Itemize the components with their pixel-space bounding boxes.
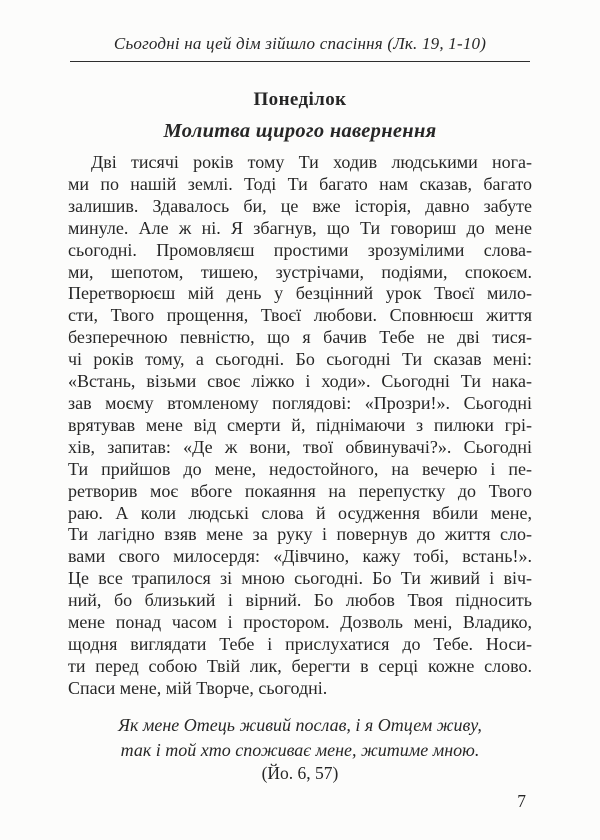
header-rule-divider <box>70 61 530 62</box>
body-text-line: щодня виглядати Тебе і прислухатися до Тебе. Носи- <box>68 633 532 654</box>
body-text-line: ти перед собою Твій лик, берегти в серці кожне слово. <box>68 655 532 676</box>
scripture-quote-line-2: так і той хто споживає мене, житиме мною. <box>120 739 480 760</box>
body-text-line: сьогодні. Промовляєш простими зрозумілими слова- <box>68 239 532 260</box>
body-text-line: ний, бо близький і вірний. Бо любов Твоя підносить <box>68 590 532 611</box>
scripture-citation: (Йо. 6, 57) <box>261 762 339 783</box>
prayer-title: Молитва щирого навернення <box>163 120 437 142</box>
body-text-line: ми по нашій землі. Тоді Ти багато нам сказав, багато <box>68 173 532 194</box>
body-text-line: хів, запитав: «Де ж вони, твої обвинувачі?». Сьогодні <box>68 436 532 457</box>
body-text-line: ретворив моє вбоге покаяння на перепустку до Твого <box>68 480 532 501</box>
body-text-line: Перетворюєш мій день у безцінний урок Твоєї мило- <box>68 283 532 304</box>
body-text-line: раю. А коли людські слова й осудження вбили мене, <box>68 502 532 523</box>
body-text-line: Ти прийшов до мене, недостойного, на вечерю і пе- <box>68 458 532 479</box>
running-header: Сьогодні на цей дім зійшло спасіння (Лк. 19, 1-10) <box>113 34 487 53</box>
body-text-line: вами свого милосердя: «Дівчино, кажу тобі, встань!». <box>68 546 532 567</box>
body-text-line: ми, шепотом, тишею, зустрічами, подіями, спокоєм. <box>68 261 532 282</box>
body-text-line: чі років тому, а сьогодні. Бо сьогодні Ти сказав мені: <box>68 349 532 370</box>
body-text-line: безперечною певністю, що я бачив Тебе не дві тися- <box>68 327 532 348</box>
body-text-line: зав моєму втомленому поглядові: «Прозри!». Сьогодні <box>68 392 532 413</box>
body-text-line: Ти лагідно взяв мене за руку і повернув до життя сло- <box>68 524 532 545</box>
body-text-line: Це все трапилося зі мною сьогодні. Бо Ти живий і віч- <box>68 568 532 589</box>
body-text-line: мене понад часом і простором. Дозволь мені, Владико, <box>68 612 532 633</box>
body-text-line: залишив. Здавалось би, це вже історія, давно забуте <box>68 195 532 216</box>
scripture-quote-line-1: Як мене Отець живий послав, і я Отцем живу, <box>118 714 482 735</box>
body-text-line: врятував мене від смерти й, піднімаючи з пилюки грі- <box>68 414 532 435</box>
prayer-body <box>68 152 532 700</box>
body-text-line: сти, Твого прощення, Твоєї любови. Сповнюєш життя <box>68 305 532 326</box>
day-heading: Понеділок <box>253 89 347 110</box>
body-text-line: «Встань, візьми своє ліжко і ходи». Сьогодні Ти нака- <box>68 371 532 392</box>
body-text-line: Дві тисячі років тому Ти ходив людськими нога- <box>91 152 532 172</box>
body-text-line: минуле. Але ж ні. Я збагнув, що Ти говориш до мене <box>68 217 532 238</box>
body-text-line: Спаси мене, мій Творче, сьогодні. <box>68 677 328 698</box>
page-number: 7 <box>517 791 526 811</box>
scripture-quote <box>60 713 540 784</box>
